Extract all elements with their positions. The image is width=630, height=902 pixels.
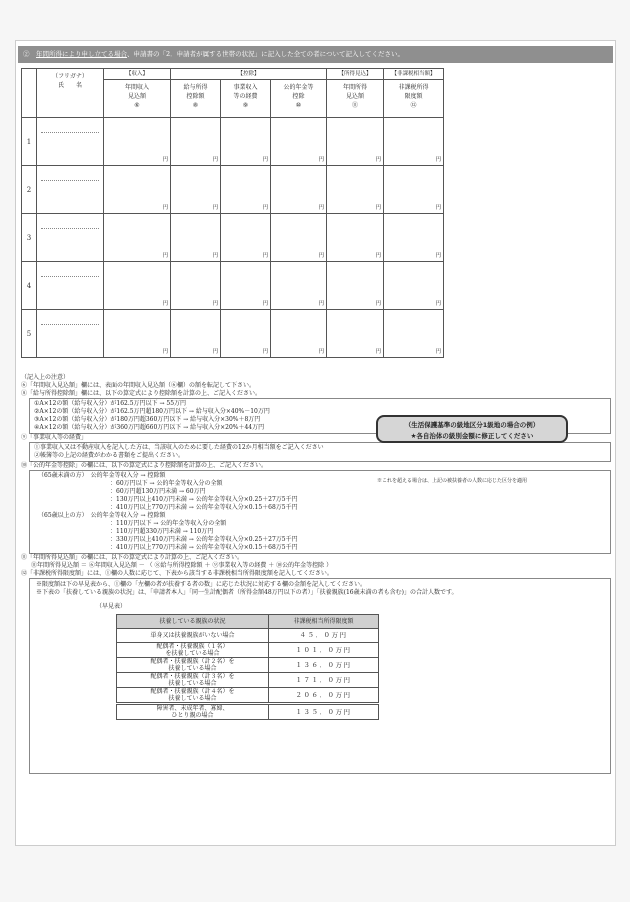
name-field[interactable] — [37, 310, 104, 358]
hayami-amount: １０１．０万円 — [269, 643, 379, 658]
yen-unit: 円 — [375, 253, 381, 259]
note-10: ⑩「公的年金等控除」の欄には、以下の算定式により控除額を計算の上、ご記入ください。 — [21, 462, 268, 469]
note-9-box — [29, 442, 611, 462]
furigana-divider — [41, 180, 99, 181]
note-11: ⑪「年間所得見込額」の欄には、以下の算定式により計算の上、ご記入ください。 — [21, 554, 244, 561]
business-expense-field[interactable] — [221, 262, 271, 310]
furigana-divider — [41, 132, 99, 133]
salary-deduction-field[interactable] — [171, 262, 221, 310]
callout-line2: ★各自治体の級別金額に修正してください — [410, 432, 534, 440]
yen-unit: 円 — [375, 157, 381, 163]
note-10-item: ：410万円以上770万円未満 → 公的年金等収入分×0.15＋68万5千円 — [110, 544, 298, 551]
hayami-status: 配偶者・扶養親族（計４名）を 扶養している場合 — [117, 688, 269, 704]
yen-unit: 円 — [318, 301, 324, 307]
yen-unit: 円 — [212, 205, 218, 211]
annual-earnings-field[interactable] — [327, 118, 384, 166]
note-10-item: ：110万円以下 → 公的年金等収入分の全額 — [110, 520, 227, 527]
example-callout — [376, 415, 568, 443]
hayami-header-amount: 非課税相当所得限度額 — [269, 615, 379, 629]
yen-unit: 円 — [435, 349, 441, 355]
hayami-status: 単身又は扶養親族がいない場合 — [117, 629, 269, 643]
note-9-item: ①事業収入又は不動産収入を記入した方は、当該収入のために要した経費の12か月相当額をご記入ください — [34, 444, 324, 451]
business-expense-field[interactable] — [221, 166, 271, 214]
hayami-row — [117, 704, 379, 720]
yen-unit: 円 — [262, 349, 268, 355]
row-number: 1 — [22, 118, 37, 166]
yen-unit: 円 — [212, 157, 218, 163]
note-12-box — [29, 578, 611, 774]
yen-unit: 円 — [318, 205, 324, 211]
salary-deduction-field[interactable] — [171, 310, 221, 358]
col-header-nontax-limit: 非課税所得 限度額 ⑫ — [384, 80, 444, 118]
hayami-status: 配偶者・扶養親族（計３名）を 扶養している場合 — [117, 673, 269, 688]
callout-line1: （生活保護基準の級地区分1級地の場合の例） — [404, 421, 540, 429]
col-header-pension-deduction: 公的年金等 控除 ⑩ — [271, 80, 327, 118]
row-number: 3 — [22, 214, 37, 262]
business-expense-field[interactable] — [221, 310, 271, 358]
annual-income-field[interactable] — [104, 166, 171, 214]
table-row — [22, 214, 444, 262]
business-expense-field[interactable] — [221, 118, 271, 166]
col-header-annual-income: 年間収入 見込額 ⑥ — [104, 80, 171, 118]
yen-unit: 円 — [162, 253, 168, 259]
yen-unit: 円 — [262, 253, 268, 259]
table-row — [22, 118, 444, 166]
note-8-item: ②A×12の額（給与収入分）が162.5万円超180万円以下 → 給与収入分×40%－10万円 — [34, 408, 270, 415]
note-12: ⑫「非課税所得限度額」には、①欄の人数に応じて、下表から該当する非課税相当所得限度額を記入してください。 — [21, 570, 333, 577]
furigana-divider — [41, 228, 99, 229]
nontax-limit-field[interactable] — [384, 118, 444, 166]
hayami-header-status: 扶養している親族の状況 — [117, 615, 269, 629]
hayami-status: 配偶者・扶養親族（計２名）を 扶養している場合 — [117, 658, 269, 673]
row-number: 5 — [22, 310, 37, 358]
hayami-amount: ２０６．０万円 — [269, 688, 379, 704]
hayami-amount: １３５．０万円 — [269, 704, 379, 720]
note-12-item: ※下表の「扶養している親族の状況」は、「申請者本人」「同一生計配偶者（所得金額48万円以下の者）」「扶養親族(16歳未満の者も含む)」の合計人数です。 — [36, 589, 458, 596]
yen-unit: 円 — [435, 253, 441, 259]
yen-unit: 円 — [318, 349, 324, 355]
note-6: ⑥「年間収入見込額」欄には、表面の年間収入見込額（⑥欄）の額を転記して下さい。 — [21, 382, 256, 389]
annual-earnings-field[interactable] — [327, 310, 384, 358]
note-8-item: ③A×12の額（給与収入分）が180万円超360万円以下 → 給与収入分×30%＋8万円 — [34, 416, 261, 423]
table-row — [22, 262, 444, 310]
banner-underlined: 年間所得により申し立てる場合 — [36, 50, 127, 58]
yen-unit: 円 — [375, 205, 381, 211]
nontax-limit-field[interactable] — [384, 262, 444, 310]
annual-earnings-field[interactable] — [327, 262, 384, 310]
yen-unit: 円 — [435, 205, 441, 211]
nontax-limit-field[interactable] — [384, 166, 444, 214]
hayami-status: 配偶者・扶養親族（１名） を扶養している場合 — [117, 643, 269, 658]
nontax-limit-field[interactable] — [384, 214, 444, 262]
business-expense-field[interactable] — [221, 214, 271, 262]
name-field[interactable] — [37, 214, 104, 262]
note-8-item: ①A×12の額（給与収入分）が162.5万円以下 → 55万円 — [34, 400, 187, 407]
col-header-name: （フリガナ） 氏 名 — [37, 69, 104, 118]
hayami-row — [117, 658, 379, 673]
group-nontax: 【非課税相当額】 — [384, 69, 444, 80]
row-number: 2 — [22, 166, 37, 214]
yen-unit: 円 — [262, 157, 268, 163]
annual-income-field[interactable] — [104, 310, 171, 358]
section-banner — [18, 46, 613, 63]
yen-unit: 円 — [212, 253, 218, 259]
name-field[interactable] — [37, 262, 104, 310]
yen-unit: 円 — [162, 157, 168, 163]
pension-deduction-field[interactable] — [271, 310, 327, 358]
note-10-item: （65歳未満の方） 公的年金等収入分 → 控除額 — [38, 472, 166, 479]
note-10-item: ：110万円超330万円未満 → 110万円 — [110, 528, 214, 535]
table-row — [22, 310, 444, 358]
note-10-item: ：410万円以上770万円未満 → 公的年金等収入分×0.15＋68万5千円 — [110, 504, 298, 511]
name-field[interactable] — [37, 166, 104, 214]
hayami-table — [116, 614, 379, 720]
banner-text: 、申請書の「2．申請者が属する世帯の状況」に記入した全ての者について記入してください。 — [127, 50, 405, 58]
note-10-item: ：60万円超130万円未満 → 60万円 — [110, 488, 206, 495]
hayami-footnote: ※これを超える場合は、上記の被扶養者の人数に応じた区分を適用 — [377, 478, 528, 484]
yen-unit: 円 — [162, 205, 168, 211]
hayami-row — [117, 643, 379, 658]
notes-title: （記入上の注意） — [21, 374, 70, 381]
note-10-item: ：330万円以上410万円未満 → 公的年金等収入分×0.25＋27万5千円 — [110, 536, 298, 543]
furigana-divider — [41, 276, 99, 277]
note-8: ⑧「給与所得控除額」欄には、以下の算定式により控除額を計算の上、ご記入ください。 — [21, 390, 262, 397]
annual-earnings-field[interactable] — [327, 166, 384, 214]
hayami-row — [117, 629, 379, 643]
pension-deduction-field[interactable] — [271, 214, 327, 262]
group-income-est: 【所得見込】 — [327, 69, 384, 80]
col-header-annual-earnings: 年間所得 見込額 ⑪ — [327, 80, 384, 118]
col-header-business-expense: 事業収入 等の経費 ⑨ — [221, 80, 271, 118]
group-deduction: 【控除】 — [171, 69, 327, 80]
yen-unit: 円 — [318, 157, 324, 163]
yen-unit: 円 — [375, 301, 381, 307]
yen-unit: 円 — [375, 349, 381, 355]
nontax-limit-field[interactable] — [384, 310, 444, 358]
salary-deduction-field[interactable] — [171, 166, 221, 214]
hayami-title: （早見表） — [96, 603, 127, 610]
pension-deduction-field[interactable] — [271, 262, 327, 310]
note-9-item: ②帳簿等の上記の経費がわかる書類をご提出ください。 — [34, 452, 185, 459]
group-income: 【収入】 — [104, 69, 171, 80]
col-header-salary-deduction: 給与所得 控除額 ⑧ — [171, 80, 221, 118]
yen-unit: 円 — [162, 349, 168, 355]
annual-income-field[interactable] — [104, 214, 171, 262]
annual-earnings-field[interactable] — [327, 214, 384, 262]
yen-unit: 円 — [318, 253, 324, 259]
banner-number: ② — [23, 50, 30, 58]
hayami-status: 障害者、未成年者、寡婦、 ひとり親の場合 — [117, 704, 269, 720]
pension-deduction-field[interactable] — [271, 166, 327, 214]
note-10-item: （65歳以上の方） 公的年金等収入分 → 控除額 — [38, 512, 166, 519]
note-9: ⑨「事業収入等の経費」 — [21, 434, 88, 441]
furigana-divider — [41, 324, 99, 325]
note-10-item: ：130万円以上410万円未満 → 公的年金等収入分×0.25＋27万5千円 — [110, 496, 298, 503]
hayami-amount: １７１．０万円 — [269, 673, 379, 688]
note-8-item: ④A×12の額（給与収入分）が360万円超660万円以下 → 給与収入分×20%＋44万円 — [34, 424, 265, 431]
hayami-amount: ４５．０万円 — [269, 629, 379, 643]
name-field[interactable] — [37, 118, 104, 166]
note-12-item: ※限度額は下の早見表から、①欄の「左欄の者が扶養する者の数」に応じた状況に対応する欄の金額を記入してください。 — [36, 581, 367, 588]
annual-income-field[interactable] — [104, 262, 171, 310]
yen-unit: 円 — [212, 301, 218, 307]
salary-deduction-field[interactable] — [171, 214, 221, 262]
hayami-amount: １３６．０万円 — [269, 658, 379, 673]
note-11-formula: ⑪年間所得見込額 ＝ ⑥年間収入見込額 － （ ⑧給与所得控除額 ＋ ⑨事業収入等の経費 ＋ ⑩公的年金等控除 ） — [31, 562, 333, 569]
hayami-row — [117, 688, 379, 704]
annual-income-field[interactable] — [104, 118, 171, 166]
hayami-row — [117, 673, 379, 688]
row-number: 4 — [22, 262, 37, 310]
income-table — [21, 68, 444, 358]
yen-unit: 円 — [435, 157, 441, 163]
table-row — [22, 166, 444, 214]
corner-cell — [22, 69, 37, 118]
yen-unit: 円 — [262, 205, 268, 211]
salary-deduction-field[interactable] — [171, 118, 221, 166]
note-10-item: ：60万円以下 → 公的年金等収入分の全額 — [110, 480, 223, 487]
yen-unit: 円 — [435, 301, 441, 307]
pension-deduction-field[interactable] — [271, 118, 327, 166]
yen-unit: 円 — [212, 349, 218, 355]
form-sheet — [15, 40, 616, 846]
yen-unit: 円 — [262, 301, 268, 307]
yen-unit: 円 — [162, 301, 168, 307]
